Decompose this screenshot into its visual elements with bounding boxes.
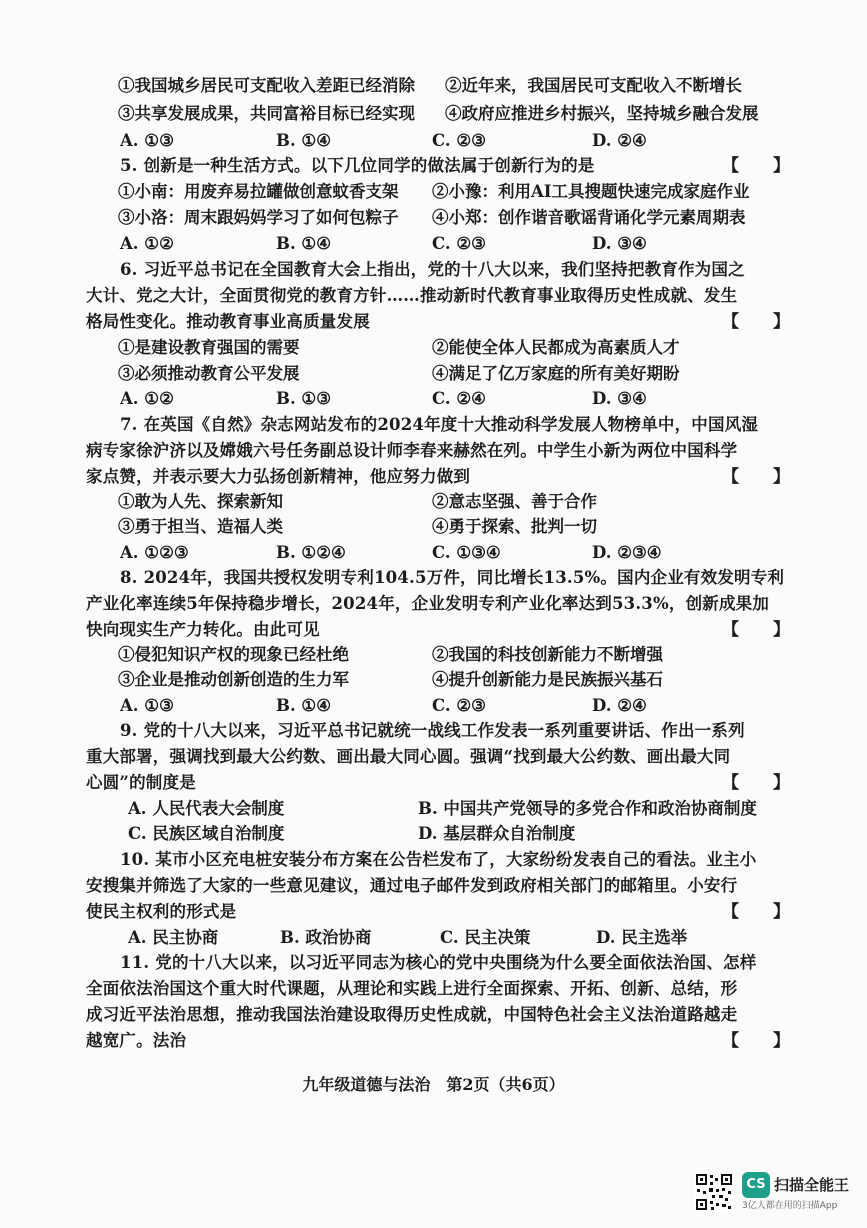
q8-choice-a: A. ①③	[120, 696, 174, 715]
q11-stem-line-4: 越宽广。法治	[86, 1031, 187, 1050]
q8-answer-bracket: 【 】	[722, 620, 790, 640]
q6-stem-line-1: 6. 习近平总书记在全国教育大会上指出，党的十八大以来，我们坚持把教育作为国之	[120, 260, 745, 279]
q9-answer-bracket: 【 】	[722, 773, 790, 793]
q9-stem-line-2: 重大部署，强调找到最大公约数、画出最大同心圆。强调“找到最大公约数、画出最大同	[86, 747, 731, 766]
q6-option-2: ②能使全体人民都成为高素质人才	[432, 338, 680, 357]
q5-choice-b: B. ①④	[276, 234, 332, 253]
q4-option-4: ④政府应推进乡村振兴，坚持城乡融合发展	[445, 104, 759, 123]
q8-option-1: ①侵犯知识产权的现象已经杜绝	[118, 645, 349, 664]
q10-choice-c: C. 民主决策	[440, 928, 531, 947]
q10-answer-bracket: 【 】	[722, 902, 790, 922]
q5-stem: 5. 创新是一种生活方式。以下几位同学的做法属于创新行为的是	[120, 156, 595, 175]
q8-choice-b: B. ①④	[276, 696, 332, 715]
q5-option-1: ①小南：用废弃易拉罐做创意蚊香支架	[118, 182, 399, 201]
q6-stem-line-3: 格局性变化。推动教育事业高质量发展	[86, 312, 370, 331]
camscanner-brand-name: 扫描全能王	[774, 1176, 850, 1194]
q4-option-2: ②近年来，我国居民可支配收入不断增长	[445, 76, 742, 95]
q4-choice-d: D. ②④	[592, 131, 647, 150]
q7-option-1: ①敢为人先、探索新知	[118, 492, 283, 511]
q7-choice-d: D. ②③④	[592, 543, 662, 562]
q9-stem-line-3: 心圆”的制度是	[86, 773, 196, 792]
q10-stem-line-3: 使民主权利的形式是	[86, 902, 237, 921]
q5-option-2: ②小豫：利用AI工具搜题快速完成家庭作业	[432, 182, 750, 201]
q9-option-c: C. 民族区域自治制度	[128, 824, 285, 843]
q6-option-4: ④满足了亿万家庭的所有美好期盼	[432, 364, 680, 383]
q6-choice-c: C. ②④	[432, 389, 486, 408]
q6-option-3: ③必须推动教育公平发展	[118, 364, 300, 383]
q10-choice-a: A. 民主协商	[128, 928, 219, 947]
q9-option-a: A. 人民代表大会制度	[128, 799, 285, 818]
q8-stem-line-1: 8. 2024年，我国共授权发明专利104.5万件，同比增长13.5%。国内企业有效发明专利	[120, 568, 785, 587]
q8-choice-d: D. ②④	[592, 696, 647, 715]
q11-stem-line-2: 全面依法治国这个重大时代课题，从理论和实践上进行全面探索、开拓、创新、总结，形	[86, 979, 738, 998]
q7-stem-line-2: 病专家徐沪济以及嫦娥六号任务副总设计师李春来赫然在列。中学生小新为两位中国科学	[86, 441, 738, 460]
camscanner-logo: CS	[742, 1172, 770, 1198]
q6-choice-b: B. ①③	[276, 389, 332, 408]
q4-choice-a: A. ①③	[120, 131, 174, 150]
q5-answer-bracket: 【 】	[722, 156, 790, 176]
q10-choice-d: D. 民主选举	[596, 928, 688, 947]
q8-option-4: ④提升创新能力是民族振兴基石	[432, 670, 663, 689]
q6-choice-a: A. ①②	[120, 389, 174, 408]
q7-stem-line-3: 家点赞，并表示要大力弘扬创新精神，他应努力做到	[86, 467, 471, 486]
qr-code-icon	[694, 1172, 734, 1212]
q9-option-b: B. 中国共产党领导的多党合作和政治协商制度	[418, 799, 757, 818]
q7-option-4: ④勇于探索、批判一切	[432, 517, 597, 536]
q4-choice-b: B. ①④	[276, 131, 332, 150]
q11-stem-line-3: 成习近平法治思想，推动我国法治建设取得历史性成就，中国特色社会主义法治道路越走	[86, 1005, 738, 1024]
q10-stem-line-2: 安搜集并筛选了大家的一些意见建议，通过电子邮件发到政府相关部门的邮箱里。小安行	[86, 876, 738, 895]
q9-option-d: D. 基层群众自治制度	[418, 824, 576, 843]
q8-choice-c: C. ②③	[432, 696, 486, 715]
q10-choice-b: B. 政治协商	[280, 928, 372, 947]
q7-option-2: ②意志坚强、善于合作	[432, 492, 597, 511]
q8-stem-line-2: 产业化率连续5年保持稳步增长，2024年，企业发明专利产业化率达到53.3%，创新成果加	[86, 594, 770, 613]
q4-choice-c: C. ②③	[432, 131, 486, 150]
q6-stem-line-2: 大计、党之大计，全面贯彻党的教育方针……推动新时代教育事业取得历史性成就、发生	[86, 286, 738, 305]
q5-choice-c: C. ②③	[432, 234, 486, 253]
page-footer: 九年级道德与法治 第2页（共6页）	[302, 1075, 565, 1094]
q11-answer-bracket: 【 】	[722, 1031, 790, 1051]
q7-stem-line-1: 7. 在英国《自然》杂志网站发布的2024年度十大推动科学发展人物榜单中，中国风湿	[120, 415, 759, 434]
q5-choice-d: D. ③④	[592, 234, 647, 253]
q6-option-1: ①是建设教育强国的需要	[118, 338, 300, 357]
q5-choice-a: A. ①②	[120, 234, 174, 253]
q4-option-1: ①我国城乡居民可支配收入差距已经消除	[118, 76, 415, 95]
q8-option-3: ③企业是推动创新创造的生力军	[118, 670, 349, 689]
q7-option-3: ③勇于担当、造福人类	[118, 517, 283, 536]
q5-option-3: ③小洛：周末跟妈妈学习了如何包粽子	[118, 208, 399, 227]
q8-option-2: ②我国的科技创新能力不断增强	[432, 645, 663, 664]
q11-stem-line-1: 11. 党的十八大以来，以习近平同志为核心的党中央围绕为什么要全面依法治国、怎样	[120, 953, 757, 972]
q10-stem-line-1: 10. 某市小区充电桩安装分布方案在公告栏发布了，大家纷纷发表自己的看法。业主小	[120, 850, 757, 869]
q4-option-3: ③共享发展成果，共同富裕目标已经实现	[118, 104, 415, 123]
q5-option-4: ④小郑：创作谐音歌谣背诵化学元素周期表	[432, 208, 746, 227]
q7-choice-b: B. ①②④	[276, 543, 346, 562]
q7-answer-bracket: 【 】	[722, 467, 790, 487]
q9-stem-line-1: 9. 党的十八大以来，习近平总书记就统一战线工作发表一系列重要讲话、作出一系列	[120, 721, 745, 740]
q7-choice-a: A. ①②③	[120, 543, 189, 562]
camscanner-tagline: 3亿人都在用的扫描App	[742, 1201, 838, 1211]
q6-answer-bracket: 【 】	[722, 312, 790, 332]
q8-stem-line-3: 快向现实生产力转化。由此可见	[86, 620, 320, 639]
q7-choice-c: C. ①③④	[432, 543, 501, 562]
q6-choice-d: D. ③④	[592, 389, 647, 408]
